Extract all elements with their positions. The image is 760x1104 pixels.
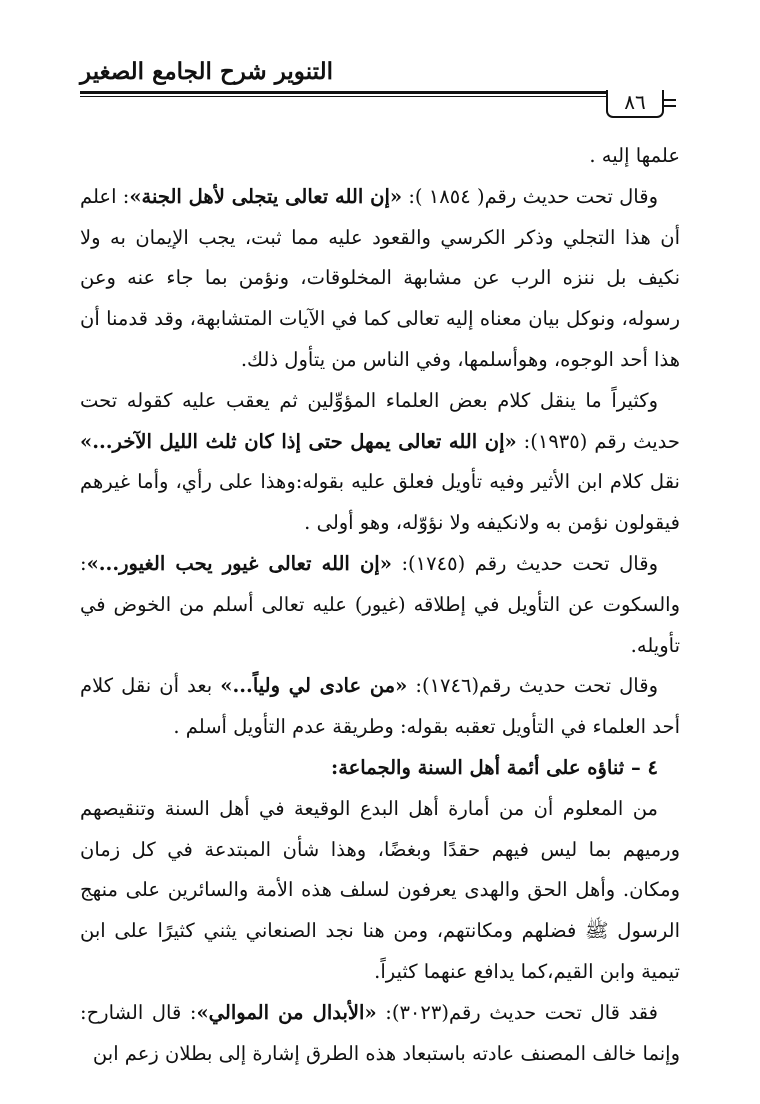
- header-rule-thin: [80, 96, 606, 97]
- paragraph-5-rest: بعد أن نقل كلام أحد العلماء في التأويل تعقبه بقوله: وطريقة عدم التأويل أسلم .: [80, 674, 680, 739]
- paragraph-7-lead: فقد قال تحت حديث رقم(٣٠٢٣):: [376, 1000, 658, 1024]
- paragraph-7: [80, 993, 680, 1075]
- running-header-title: التنوير شرح الجامع الصغير: [80, 58, 333, 85]
- header-rule: [80, 91, 606, 94]
- page-number: ٨٦: [606, 90, 664, 118]
- paragraph-5: [80, 666, 680, 748]
- paragraph-5-lead: وقال تحت حديث رقم(١٧٤٦):: [407, 674, 658, 698]
- hadith-quote: «إن الله تعالى يمهل حتى إذا كان ثلث الليل الآخر...»: [80, 429, 517, 453]
- paragraph-2-lead: وقال تحت حديث رقم( ١٨٥٤ ):: [402, 184, 658, 208]
- paragraph-3-lead: وكثيراً ما ينقل كلام بعض العلماء المؤوِّلين ثم يعقب عليه كقوله تحت حديث رقم (١٩٣٥):: [80, 388, 680, 453]
- header-mark-line-top: [664, 99, 676, 101]
- hadith-quote: «إن الله تعالى يتجلى لأهل الجنة»: [129, 184, 403, 208]
- paragraph-6: من المعلوم أن من أمارة أهل البدع الوقيعة في أهل السنة وتنقيصهم ورميهم بما ليس فيهم حقدًا وبغضًا، وهذا شأن المبتدعة في كل زمان ومكان. وأهل الحق والهدى يعرفون لسلف هذه الأمة والسائرين على منهج الرسول ﷺ فضلهم ومكانتهم، ومن هنا نجد الصنعاني يثني كثيرًا على ابن تيمية وابن القيم،كما يدافع عنهما كثيراً.: [80, 796, 680, 983]
- paragraph-1: علمها إليه .: [589, 144, 680, 167]
- paragraph-4: [80, 544, 680, 666]
- paragraph-2: [80, 177, 680, 381]
- paragraph-4-rest: : والسكوت عن التأويل في إطلاقه (غيور) عليه تعالى أسلم من الخوض في تأويله.: [80, 551, 680, 657]
- hadith-quote: «إن الله تعالى غيور يحب الغيور...»: [86, 551, 392, 575]
- paragraph-4-lead: وقال تحت حديث رقم (١٧٤٥):: [391, 551, 658, 575]
- body-text: [80, 136, 680, 1074]
- paragraph-3-rest: نقل كلام ابن الأثير وفيه تأويل فعلق عليه بقوله:وهذا على رأي، وأما غيرهم فيقولون نؤمن به ولانكيفه ولا نؤوّله، وهو أولى .: [80, 470, 680, 535]
- hadith-quote: «من عادى لي ولياً...»: [220, 674, 408, 698]
- paragraph-7-rest: : قال الشارح: وإنما خالف المصنف عادته باستبعاد هذه الطرق إشارة إلى بطلان زعم ابن: [80, 1000, 680, 1065]
- header-mark: [664, 99, 676, 111]
- section-heading: ٤ – ثناؤه على أئمة أهل السنة والجماعة:: [331, 755, 658, 779]
- hadith-quote: «الأبدال من الموالي»: [196, 1000, 377, 1024]
- header-mark-line-bottom: [664, 105, 676, 107]
- paragraph-3: [80, 381, 680, 544]
- paragraph-2-rest: : اعلم أن هذا التجلي وذكر الكرسي والقعود عليه مما ثبت، يجب الإيمان به ولا نكيف بل ننزه الرب عن مشابهة المخلوقات، ونؤمن بما جاء عنه وعن رسوله، ونوكل بيان معناه إليه تعالى كما في الآيات المتشابهة، وقد قدمنا أن هذا أحد الوجوه، وهوأسلمها، وفي الناس من يتأول ذلك.: [80, 184, 680, 371]
